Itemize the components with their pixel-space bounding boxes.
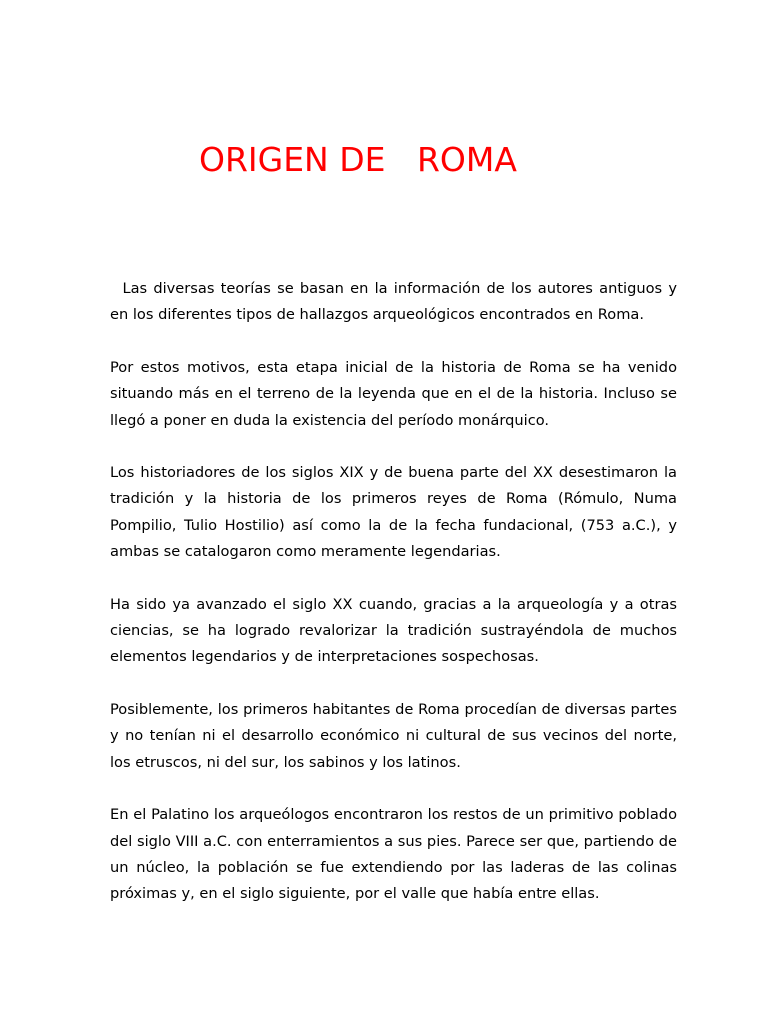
paragraph-sources: Las diversas teorías se basan en la información de los autores antiguos y en los diferentes tipos de hallazgos arqueológicos encontrados en Roma. <box>110 280 682 324</box>
paragraph-archaeology: Ha sido ya avanzado el siglo XX cuando, gracias a la arqueología y a otras ciencias, se ha logrado revalorizar la tradición sustrayéndola de muchos elementos legendarios y de interpretaciones sospechosas. <box>110 595 682 666</box>
paragraph-inhabitants: Posiblemente, los primeros habitantes de Roma procedían de diversas partes y no tenían ni el desarrollo económico ni cultural de sus vecinos del norte, los etruscos, ni del sur, los sabinos y los latinos. <box>110 700 682 771</box>
document-title: ORIGEN DE ROMA <box>199 140 517 179</box>
document-body <box>110 276 682 934</box>
paragraph-historians: Los historiadores de los siglos XIX y de buena parte del XX desestimaron la tradición y la historia de los primeros reyes de Roma (Rómulo, Numa Pompilio, Tulio Hostilio) así como la de la fecha fundacional, (753 a.C.), y ambas se catalogaron como meramente legendarias. <box>110 464 682 561</box>
paragraph-legend: Por estos motivos, esta etapa inicial de la historia de Roma se ha venido situando más en el terreno de la leyenda que en el de la historia. Incluso se llegó a poner en duda la existencia del período monárquico. <box>110 358 682 429</box>
paragraph-palatino: En el Palatino los arqueólogos encontraron los restos de un primitivo poblado del siglo VIII a.C. con enterramientos a sus pies. Parece ser que, partiendo de un núcleo, la población se fue extendiendo por las laderas de las colinas próximas y, en el siglo siguiente, por el valle que había entre ellas. <box>110 806 682 903</box>
